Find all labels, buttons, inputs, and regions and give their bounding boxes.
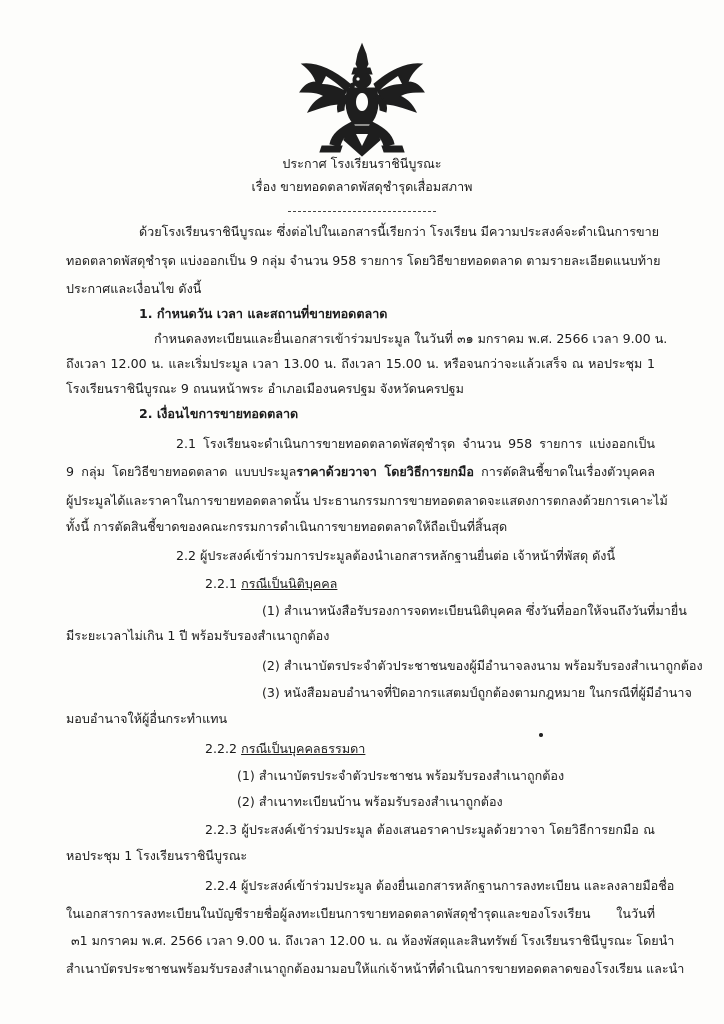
clause-2-2-4-line: 2.2.4 ผู้ประสงค์เข้าร่วมประมูล ต้องยื่นเอกสารหลักฐานการลงทะเบียน และลงลายมือชื่อ: [205, 878, 675, 893]
document-item: (1) สำเนาบัตรประจำตัวประชาชน พร้อมรับรองสำเนาถูกต้อง: [237, 768, 565, 783]
intro-line: ทอดตลาดพัสดุชำรุด แบ่งออกเป็น 9 กลุ่ม จำนวน 958 รายการ โดยวิธีขายทอดตลาด ตามรายละเอียดแนบท้าย: [66, 253, 661, 268]
clause-2-1-line: 2.1 โรงเรียนจะดำเนินการขายทอดตลาดพัสดุชำรุด จำนวน 958 รายการ แบ่งออกเป็น: [176, 436, 655, 451]
header-divider: [288, 211, 436, 212]
ink-dot: [539, 733, 543, 737]
section-2-heading: 2. เงื่อนไขการขายทอดตลาด: [139, 406, 299, 421]
intro-line: ด้วยโรงเรียนราชินีบูรณะ ซึ่งต่อไปในเอกสารนี้เรียกว่า โรงเรียน มีความประสงค์จะดำเนินการขาย: [139, 224, 660, 239]
section-1-line: โรงเรียนราชินีบูรณะ 9 ถนนหน้าพระ อำเภอเมืองนครปฐม จังหวัดนครปฐม: [66, 381, 464, 396]
section-1-line: ถึงเวลา 12.00 น. และเริ่มประมูล เวลา 13.00 น. ถึงเวลา 15.00 น. หรือจนกว่าจะแล้วเสร็จ ณ หอประชุม 1: [66, 356, 655, 371]
clause-2-2-4-line: ๓1 มกราคม พ.ศ. 2566 เวลา 9.00 น. ถึงเวลา 12.00 น. ณ ห้องพัสดุและสินทรัพย์ โรงเรียนราชินีบูรณะ โดยนำ: [71, 933, 675, 948]
clause-2-2-3-line: 2.2.3 ผู้ประสงค์เข้าร่วมประมูล ต้องเสนอราคาประมูลด้วยวาจา โดยวิธีการยกมือ ณ: [205, 822, 655, 837]
announcement-title: ประกาศ โรงเรียนราชินีบูรณะ: [282, 156, 442, 171]
clause-2-1-line: ทั้งนี้ การตัดสินชี้ขาดของคณะกรรมการดำเนินการขายทอดตลาดให้ถือเป็นที่สิ้นสุด: [66, 519, 508, 534]
intro-line: ประกาศและเงื่อนไข ดังนี้: [66, 281, 202, 296]
clause-2-1-text: การตัดสินชี้ขาดในเรื่องตัวบุคคล: [473, 464, 655, 479]
clause-2-1-method: ราคาด้วยวาจา โดยวิธีการยกมือ: [296, 464, 474, 479]
document-item: (2) สำเนาทะเบียนบ้าน พร้อมรับรองสำเนาถูกต้อง: [237, 794, 503, 809]
clause-2-2-1-heading: [205, 576, 337, 592]
document-item: มอบอำนาจให้ผู้อื่นกระทำแทน: [66, 711, 228, 726]
clause-number: 2.2.1: [205, 576, 242, 591]
document-item: (3) หนังสือมอบอำนาจที่ปิดอากรแสตมป์ถูกต้องตามกฎหมาย ในกรณีที่ผู้มีอำนาจ: [262, 685, 692, 700]
clause-2-2-4-line: สำเนาบัตรประชาชนพร้อมรับรองสำเนาถูกต้องมามอบให้แก่เจ้าหน้าที่ดำเนินการขายทอดตลาดของโรงเรียน และนำ: [66, 961, 685, 976]
document-item: (1) สำเนาหนังสือรับรองการจดทะเบียนนิติบุคคล ซึ่งวันที่ออกให้จนถึงวันที่มายื่น: [262, 603, 687, 618]
section-1-line: กำหนดลงทะเบียนและยื่นเอกสารเข้าร่วมประมูล ในวันที่ ๓๑ มกราคม พ.ศ. 2566 เวลา 9.00 น.: [154, 331, 668, 346]
clause-2-2-intro: 2.2 ผู้ประสงค์เข้าร่วมการประมูลต้องนำเอกสารหลักฐานยื่นต่อ เจ้าหน้าที่พัสดุ ดังนี้: [176, 548, 616, 563]
clause-2-2-3-line: หอประชุม 1 โรงเรียนราชินีบูรณะ: [66, 848, 248, 863]
announcement-subject: เรื่อง ขายทอดตลาดพัสดุชำรุดเสื่อมสภาพ: [251, 179, 473, 194]
clause-2-1-line: ผู้ประมูลได้และราคาในการขายทอดตลาดนั้น ประธานกรรมการขายทอดตลาดจะแสดงการตกลงด้วยการเคาะไม้: [66, 493, 668, 508]
clause-number: 2.2.2: [205, 741, 242, 756]
document-item: (2) สำเนาบัตรประจำตัวประชาชนของผู้มีอำนาจลงนาม พร้อมรับรองสำเนาถูกต้อง: [262, 658, 703, 673]
clause-2-2-4-line: ในเอกสารการลงทะเบียนในบัญชีรายชื่อผู้ลงทะเบียนการขายทอดตลาดพัสดุชำรุดและของโรงเรียน ในวันที่: [66, 906, 655, 921]
clause-2-1-text: 9 กลุ่ม โดยวิธีขายทอดตลาด แบบประมูล: [66, 464, 297, 479]
document-item: มีระยะเวลาไม่เกิน 1 ปี พร้อมรับรองสำเนาถูกต้อง: [66, 628, 330, 643]
section-1-heading: 1. กำหนดวัน เวลา และสถานที่ขายทอดตลาด: [139, 306, 388, 321]
clause-2-1-line: [66, 464, 655, 480]
clause-2-2-2-heading: [205, 741, 365, 757]
clause-title: กรณีเป็นบุคคลธรรมดา: [241, 741, 366, 756]
clause-title: กรณีเป็นนิติบุคคล: [241, 576, 338, 591]
garuda-emblem-icon: [296, 42, 428, 158]
